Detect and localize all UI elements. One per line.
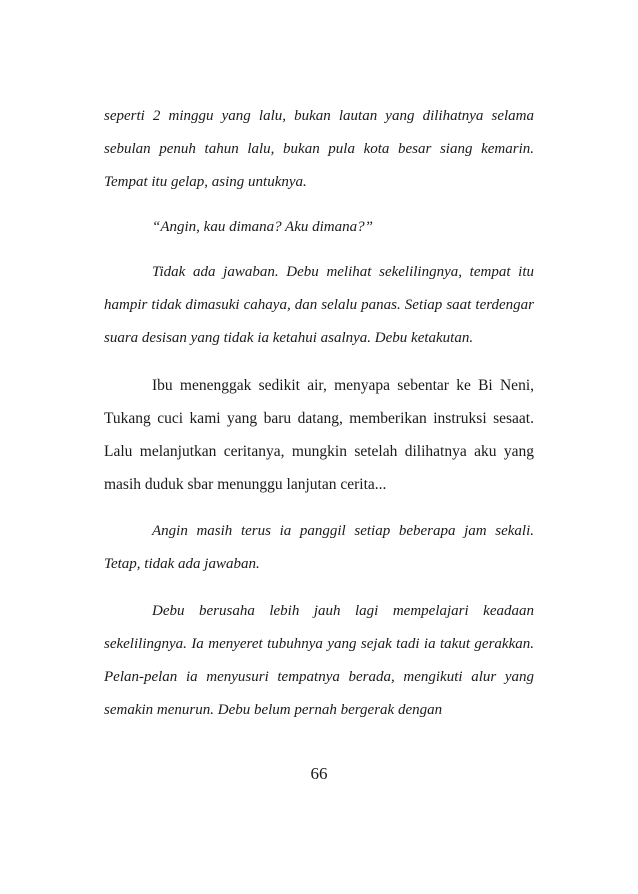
paragraph-4: Ibu menenggak sedikit air, menyapa sebentar ke Bi Neni, Tukang cuci kami yang baru datang, memberikan instruksi sesaat. Lalu melanjutkan ceritanya, mungkin setelah dilihatnya aku yang masih duduk sbar menunggu lanjutan cerita... bbox=[104, 377, 534, 493]
page-number: 66 bbox=[310, 764, 328, 783]
page-body bbox=[104, 100, 534, 727]
paragraph-5: Angin masih terus ia panggil setiap beberapa jam sekali. Tetap, tidak ada jawaban. bbox=[104, 523, 534, 572]
paragraph-dialogue: “Angin, kau dimana? Aku dimana?” bbox=[152, 219, 373, 235]
paragraph-1: seperti 2 minggu yang lalu, bukan lautan yang dilihatnya selama sebulan penuh tahun lalu, bukan pula kota besar siang kemarin. Tempat itu gelap, asing untuknya. bbox=[104, 108, 534, 190]
paragraph-6: Debu berusaha lebih jauh lagi mempelajari keadaan sekelilingnya. Ia menyeret tubuhnya yang sejak tadi ia takut gerakkan. Pelan-pelan ia menyusuri tempatnya berada, mengikuti alur yang semakin menurun. Debu belum pernah bergerak dengan bbox=[104, 603, 534, 718]
paragraph-3: Tidak ada jawaban. Debu melihat sekelilingnya, tempat itu hampir tidak dimasuki cahaya, dan selalu panas. Setiap saat terdengar suara desisan yang tidak ia ketahui asalnya. Debu ketakutan. bbox=[104, 264, 534, 346]
